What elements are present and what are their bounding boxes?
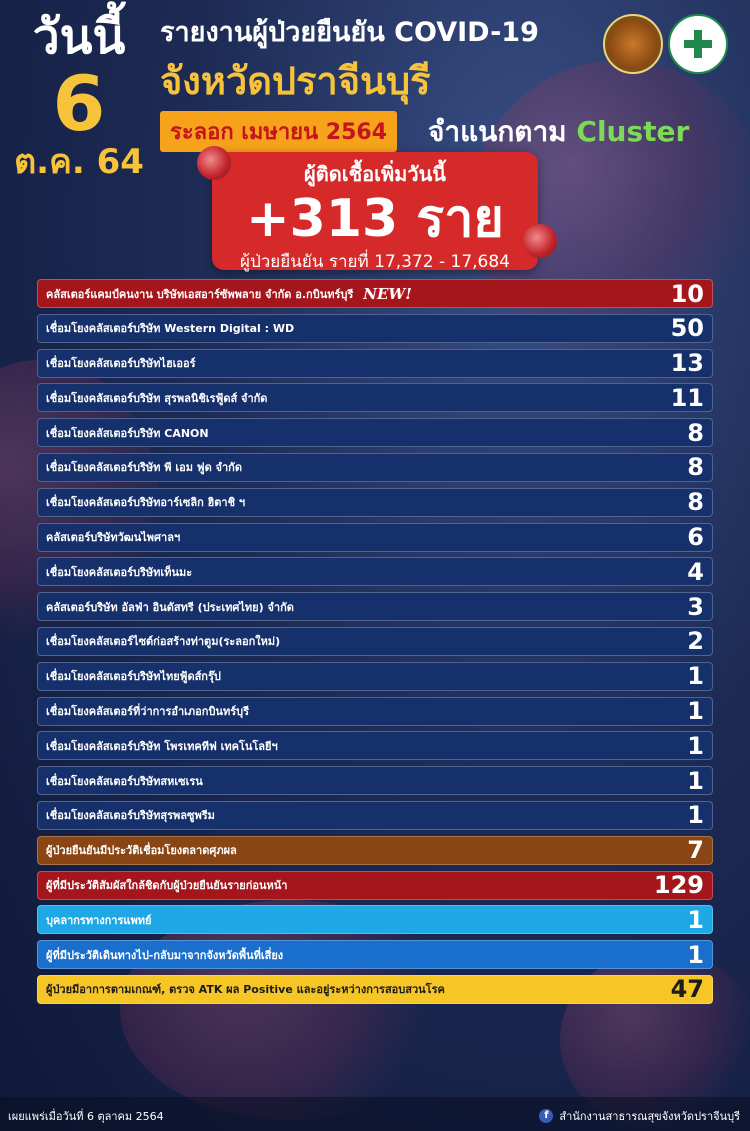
cluster-label: เชื่อมโยงคลัสเตอร์บริษัทไทยฟู้ดส์กรุ๊ป xyxy=(46,670,221,684)
cluster-count: 1 xyxy=(687,697,704,726)
cluster-count: 3 xyxy=(687,592,704,621)
cluster-count: 47 xyxy=(670,975,704,1004)
cluster-label: เชื่อมโยงคลัสเตอร์บริษัทไฮเออร์ xyxy=(46,357,196,371)
cluster-count: 1 xyxy=(687,766,704,795)
date-prefix: วันนี้ xyxy=(32,9,126,65)
cluster-row xyxy=(37,662,713,691)
date-month: ต.ค. 64 xyxy=(14,142,144,182)
cluster-row xyxy=(37,383,713,412)
cluster-row xyxy=(37,940,713,969)
source-name: สำนักงานสาธารณสุขจังหวัดปราจีนบุรี xyxy=(559,1110,740,1123)
cluster-label: เชื่อมโยงคลัสเตอร์บริษัท โพรเทคทีฟ เทคโนโลยีฯ xyxy=(46,739,278,753)
cluster-label: คลัสเตอร์แคมป์คนงาน บริษัทเอสอาร์ซัพพลาย จำกัด อ.กบินทร์บุรี xyxy=(46,287,354,301)
cluster-list xyxy=(37,279,713,1010)
new-cases-summary xyxy=(212,152,538,270)
cluster-label: คลัสเตอร์บริษัท อัลฟ่า อินดัสทรี (ประเทศไทย) จำกัด xyxy=(46,600,294,614)
classify-label: จำแนกตาม xyxy=(428,115,567,148)
cluster-row xyxy=(37,836,713,865)
cluster-row xyxy=(37,766,713,795)
cluster-label: เชื่อมโยงคลัสเตอร์ที่ว่าการอำเภอกบินทร์บุรี xyxy=(46,705,250,719)
cluster-count: 10 xyxy=(670,279,704,308)
case-range: ผู้ป่วยยืนยัน รายที่ 17,372 - 17,684 xyxy=(240,252,510,272)
cluster-row xyxy=(37,279,713,308)
cluster-count: 7 xyxy=(687,836,704,865)
cluster-row xyxy=(37,488,713,517)
classify-highlight: Cluster xyxy=(576,115,690,148)
new-cases-value: +313 ราย xyxy=(246,189,504,249)
cluster-count: 8 xyxy=(687,418,704,447)
cluster-row xyxy=(37,453,713,482)
cluster-row xyxy=(37,418,713,447)
cluster-label: เชื่อมโยงคลัสเตอร์บริษัท สุรพลนิชิเรฟู้ดส์ จำกัด xyxy=(46,391,268,405)
cluster-count: 1 xyxy=(687,662,704,691)
cluster-label: เชื่อมโยงคลัสเตอร์ไซต์ก่อสร้างท่าตูม(ระลอกใหม่) xyxy=(46,635,281,649)
cluster-count: 4 xyxy=(687,557,704,586)
cluster-row xyxy=(37,697,713,726)
cluster-row xyxy=(37,731,713,760)
date-block xyxy=(14,8,144,182)
cluster-count: 1 xyxy=(687,940,704,969)
cluster-label: ผู้ป่วยมีอาการตามเกณฑ์, ตรวจ ATK ผล Positive และอยู่ระหว่างการสอบสวนโรค xyxy=(46,983,445,997)
wave-badge: ระลอก เมษายน 2564 xyxy=(160,111,397,152)
cluster-label: ผู้ที่มีประวัติสัมผัสใกล้ชิดกับผู้ป่วยยืนยันรายก่อนหน้า xyxy=(46,879,288,893)
cluster-count: 129 xyxy=(653,871,704,900)
cluster-row xyxy=(37,592,713,621)
footer xyxy=(0,1097,750,1131)
cluster-count: 1 xyxy=(687,731,704,760)
cluster-row xyxy=(37,349,713,378)
date-day: 6 xyxy=(52,59,106,148)
cluster-label: เชื่อมโยงคลัสเตอร์บริษัทสุรพลซูพรีม xyxy=(46,809,215,823)
facebook-icon: f xyxy=(539,1109,553,1123)
cluster-label: ผู้ที่มีประวัติเดินทางไป-กลับมาจากจังหวัดพื้นที่เสี่ยง xyxy=(46,948,284,962)
cluster-label: คลัสเตอร์บริษัทวัฒนไพศาลฯ xyxy=(46,531,181,545)
cluster-label: เชื่อมโยงคลัสเตอร์บริษัทสหเซเรน xyxy=(46,774,203,788)
virus-icon xyxy=(523,224,557,258)
cluster-count: 50 xyxy=(670,314,704,343)
cluster-row xyxy=(37,975,713,1004)
cluster-count: 1 xyxy=(687,905,704,934)
new-cases-label: ผู้ติดเชื้อเพิ่มวันนี้ xyxy=(304,162,446,186)
cluster-count: 1 xyxy=(687,801,704,830)
report-title: รายงานผู้ป่วยยืนยัน COVID-19 xyxy=(160,17,539,48)
cluster-label: บุคลากรทางการแพทย์ xyxy=(46,913,152,927)
provincial-seal-logo xyxy=(603,14,663,74)
cluster-row xyxy=(37,627,713,656)
cluster-label: ผู้ป่วยยืนยันมีประวัติเชื่อมโยงตลาดศุภผล xyxy=(46,844,237,858)
cluster-label: เชื่อมโยงคลัสเตอร์บริษัท พี เอม ฟูด จำกัด xyxy=(46,461,242,475)
province-title: จังหวัดปราจีนบุรี xyxy=(160,59,431,103)
cluster-row xyxy=(37,905,713,934)
classify-heading xyxy=(428,110,689,154)
cluster-count: 2 xyxy=(687,627,704,656)
cluster-row xyxy=(37,801,713,830)
cluster-row xyxy=(37,557,713,586)
published-date: เผยแพร่เมื่อวันที่ 6 ตุลาคม 2564 xyxy=(8,1110,164,1123)
new-badge: NEW! xyxy=(363,284,412,303)
cluster-label: เชื่อมโยงคลัสเตอร์บริษัท Western Digital : WD xyxy=(46,322,295,336)
cluster-count: 8 xyxy=(687,488,704,517)
virus-icon xyxy=(197,146,231,180)
cluster-label: เชื่อมโยงคลัสเตอร์บริษัท CANON xyxy=(46,426,209,440)
cluster-label: เชื่อมโยงคลัสเตอร์บริษัทอาร์เซลิก ฮิตาชิ ฯ xyxy=(46,496,246,510)
ministry-of-public-health-logo xyxy=(668,14,728,74)
cluster-count: 6 xyxy=(687,523,704,552)
cluster-count: 13 xyxy=(670,349,704,378)
cluster-row xyxy=(37,314,713,343)
source-credit xyxy=(539,1107,740,1125)
cluster-label: เชื่อมโยงคลัสเตอร์บริษัทเท็นมะ xyxy=(46,565,193,579)
cluster-row xyxy=(37,871,713,900)
cluster-row xyxy=(37,523,713,552)
cluster-count: 8 xyxy=(687,453,704,482)
cluster-count: 11 xyxy=(670,383,704,412)
